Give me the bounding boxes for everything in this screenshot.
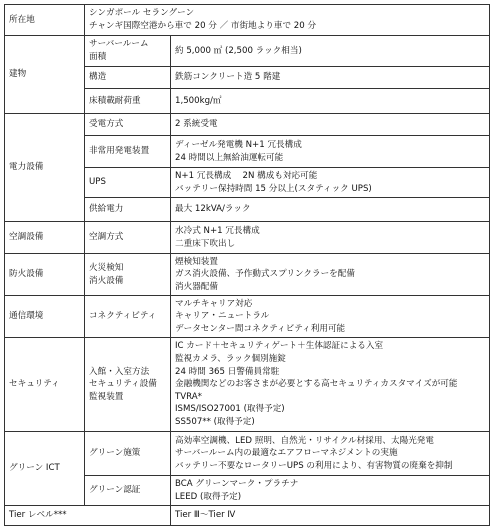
label-tier: Tier レベル*** <box>5 506 171 526</box>
row-green-measures <box>5 432 490 476</box>
text-line: IC カード＋セキュリティゲート＋生体認証による入室 <box>175 341 384 352</box>
item-receiving: 受電方式 <box>85 114 171 136</box>
text-line: 水冷式 N+1 冗長構成 <box>175 225 260 236</box>
item-floor-load: 床積載耐荷重 <box>85 89 171 114</box>
label-hvac: 空調設備 <box>5 222 85 254</box>
value-fire <box>171 254 490 296</box>
item-server-room-area <box>85 36 171 67</box>
label-security: セキュリティ <box>5 338 85 432</box>
text-line: TVRA* <box>175 391 202 402</box>
value-structure: 鉄筋コンクリート造 5 階建 <box>171 67 490 89</box>
text-line: SS507** (取得予定) <box>175 416 255 427</box>
text-line: ISMS/ISO27001 (取得予定) <box>175 404 285 415</box>
text-line: 消火設備 <box>89 275 124 286</box>
spec-table <box>4 4 490 526</box>
text-line: 火災検知 <box>89 262 124 273</box>
label-fire: 防火設備 <box>5 254 85 296</box>
value-location <box>85 5 490 36</box>
value-tier: Tier Ⅲ～Tier Ⅳ <box>171 506 490 526</box>
text-line: ディーゼル発電機 N+1 冗長構成 <box>175 139 302 150</box>
label-network: 通信環境 <box>5 296 85 338</box>
text-line: キャリア・ニュートラル <box>175 311 270 322</box>
row-location <box>5 5 490 36</box>
text-line: データセンター間コネクティビティ利用可能 <box>175 323 346 334</box>
value-security <box>171 338 490 432</box>
text-line: バッテリー保持時間 15 分以上(スタティック UPS) <box>175 183 372 194</box>
text-line: 面積 <box>89 52 107 62</box>
value-green-measures <box>171 432 490 476</box>
text-line: BCA グリーンマーク・プラチナ <box>175 478 299 489</box>
item-security <box>85 338 171 432</box>
label-power: 電力設備 <box>5 114 85 222</box>
item-network: コネクティビティ <box>85 296 171 338</box>
item-supply: 供給電力 <box>85 198 171 222</box>
row-network <box>5 296 490 338</box>
text-line: 二重床下吹出し <box>175 238 236 249</box>
text-line: マルチキャリア対応 <box>175 298 253 309</box>
item-generator: 非常用発電装置 <box>85 136 171 168</box>
value-generator <box>171 136 490 168</box>
row-building-area <box>5 36 490 67</box>
text-line: サーバールーム <box>89 39 149 50</box>
text-line: 消火器配備 <box>175 281 218 292</box>
value-hvac <box>171 222 490 254</box>
item-green-certification: グリーン認証 <box>85 476 171 506</box>
text-line: 24 時間 365 日警備員常駐 <box>175 366 280 377</box>
text-line: 監視装置 <box>89 391 124 402</box>
row-hvac <box>5 222 490 254</box>
value-floor-load: 1,500kg/㎡ <box>171 89 490 114</box>
text-line: シンガポール セラングーン <box>89 8 195 19</box>
text-line: セキュリティ設備 <box>89 379 157 390</box>
value-server-room-area: 約 5,000 ㎡ (2,500 ラック相当) <box>171 36 490 67</box>
value-network <box>171 296 490 338</box>
value-green-certification <box>171 476 490 506</box>
label-location: 所在地 <box>5 5 85 36</box>
text-line: サーバールーム内の最適なエアフローマネジメントの実施 <box>175 448 398 459</box>
row-fire <box>5 254 490 296</box>
row-power-receiving <box>5 114 490 136</box>
item-structure: 構造 <box>85 67 171 89</box>
text-line: 入館・入室方法 <box>89 366 150 377</box>
text-line: LEED (取得予定) <box>175 491 242 502</box>
text-line: 煙検知装置 <box>175 256 218 267</box>
item-ups: UPS <box>85 168 171 198</box>
text-line: 24 時間以上無給油運転可能 <box>175 152 284 163</box>
value-ups <box>171 168 490 198</box>
text-line: N+1 冗長構成 2N 構成も対応可能 <box>175 170 318 181</box>
item-fire <box>85 254 171 296</box>
text-line: ガス消火設備、予作動式スプリンクラーを配備 <box>175 269 355 280</box>
label-green: グリーン ICT <box>5 432 85 506</box>
row-tier <box>5 506 490 526</box>
row-security <box>5 338 490 432</box>
text-line: 金融機関などのお客さまが必要とする高セキュリティカスタマイズが可能 <box>175 379 458 390</box>
text-line: チャンギ国際空港から車で 20 分 ／ 市街地より車で 20 分 <box>89 21 317 31</box>
text-line: 監視カメラ、ラック個別施錠 <box>175 354 286 365</box>
value-receiving: 2 系統受電 <box>171 114 490 136</box>
label-building: 建物 <box>5 36 85 114</box>
item-green-measures: グリーン施策 <box>85 432 171 476</box>
text-line: バッテリー不要なロータリーUPS の利用により、有害物質の廃棄を抑制 <box>175 460 453 471</box>
item-hvac: 空調方式 <box>85 222 171 254</box>
value-supply: 最大 12kVA/ラック <box>171 198 490 222</box>
text-line: 高効率空調機、LED 照明、自然光・リサイクル材採用、太陽光発電 <box>175 435 434 446</box>
